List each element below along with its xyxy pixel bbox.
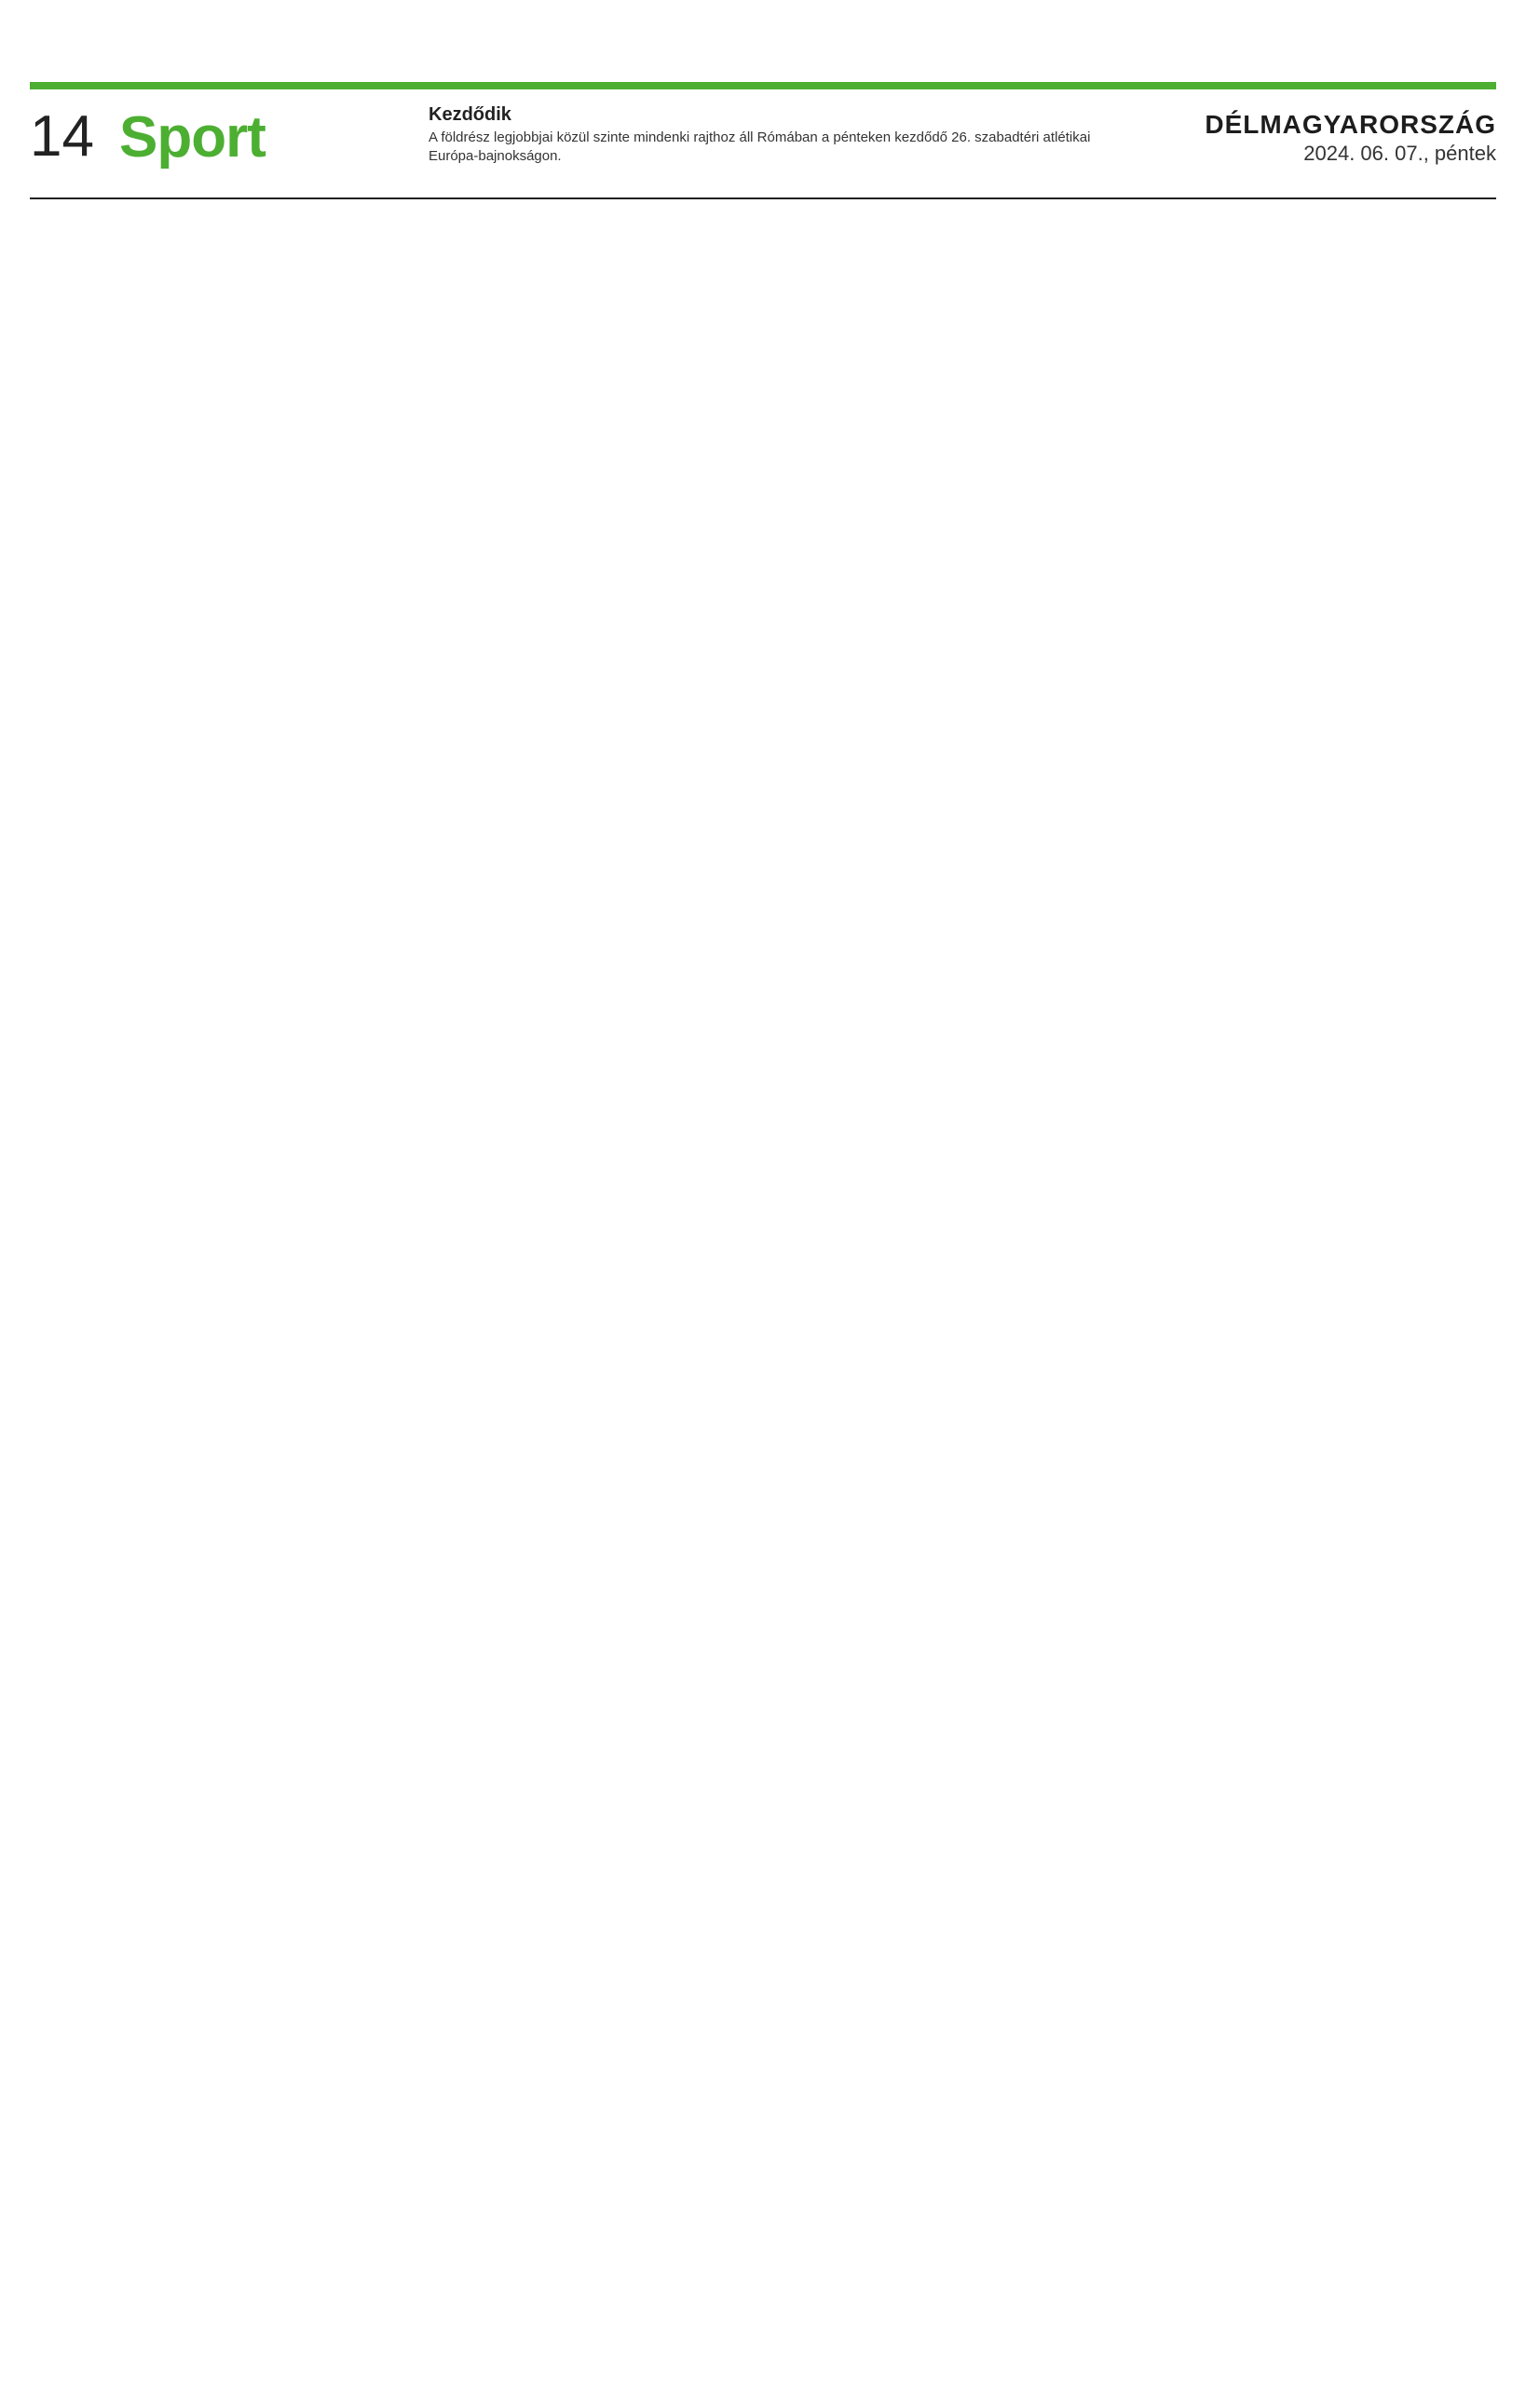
teaser-text: A földrész legjobbjai közül szinte mindenki rajthoz áll Rómában a pénteken kezdődő 26. szabadtéri atlétikai Európa-bajnokságon. [429,129,1091,164]
issue-date: 2024. 06. 07., péntek [1303,142,1496,165]
header-rule [30,197,1496,199]
masthead: DÉLMAGYARORSZÁG [1205,110,1496,139]
header-top-bar [30,82,1496,89]
teaser-title: Kezdődik [429,104,511,125]
page-number: 14 [30,104,94,169]
section-title: Sport [119,105,266,170]
